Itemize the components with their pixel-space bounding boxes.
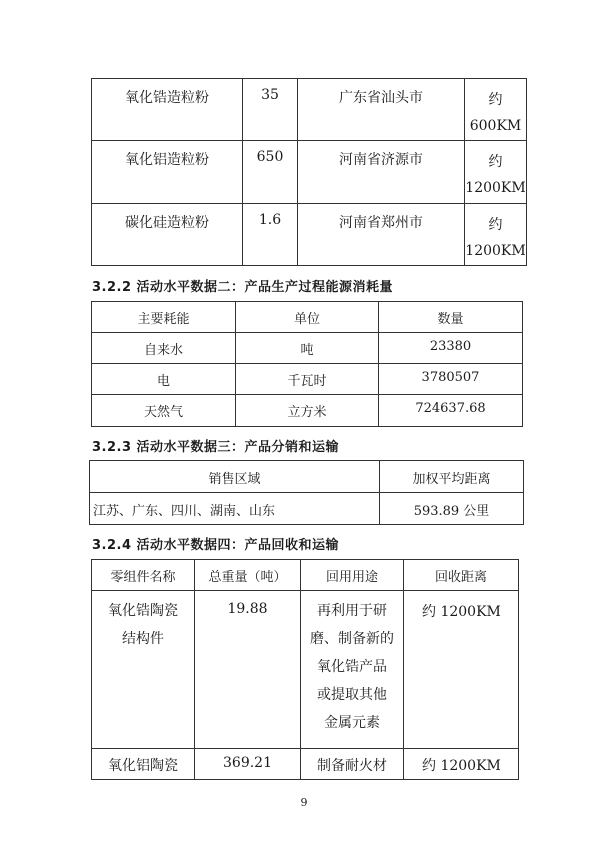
- column-header: 加权平均距离: [380, 461, 524, 493]
- material-distance: 约 1200KM: [465, 204, 527, 266]
- page-number: 9: [300, 796, 308, 809]
- energy-table: [91, 301, 523, 427]
- column-header: 销售区域: [90, 461, 380, 493]
- table-row: [92, 591, 519, 749]
- component-name: 氧化锆陶瓷 结构件: [92, 591, 195, 749]
- material-name: 碳化硅造粒粉: [92, 204, 243, 266]
- energy-amount: 724637.68: [379, 395, 523, 427]
- column-header: 主要耗能: [92, 302, 236, 333]
- recycle-use: 制备耐火材: [301, 749, 404, 780]
- energy-type: 电: [92, 364, 236, 395]
- section-heading: 3.2.2 活动水平数据二：产品生产过程能源消耗量: [92, 280, 394, 295]
- energy-type: 自来水: [92, 333, 236, 364]
- table-row: [90, 493, 524, 525]
- recycle-distance: 约 1200KM: [404, 749, 519, 780]
- material-origin: 河南省郑州市: [298, 204, 465, 266]
- component-name: 氧化铝陶瓷: [92, 749, 195, 780]
- raw-material-table: [91, 78, 527, 266]
- material-qty: 35: [243, 79, 298, 141]
- table-header-row: [92, 302, 523, 333]
- material-distance: 约 1200KM: [465, 141, 527, 204]
- column-header: 回用用途: [301, 560, 404, 591]
- component-weight: 369.21: [195, 749, 301, 780]
- table-row: [92, 364, 523, 395]
- energy-unit: 千瓦时: [236, 364, 379, 395]
- table-row: [92, 204, 527, 266]
- table-header-row: [90, 461, 524, 493]
- section-heading: 3.2.3 活动水平数据三：产品分销和运输: [92, 440, 340, 455]
- energy-amount: 23380: [379, 333, 523, 364]
- material-name: 氧化铝造粒粉: [92, 141, 243, 204]
- column-header: 数量: [379, 302, 523, 333]
- weighted-distance: 593.89 公里: [380, 493, 524, 525]
- table-row: [92, 333, 523, 364]
- table-row: [92, 141, 527, 204]
- column-header: 单位: [236, 302, 379, 333]
- material-distance: 约 600KM: [465, 79, 527, 141]
- table-row: [92, 749, 519, 780]
- table-row: [92, 79, 527, 141]
- column-header: 零组件名称: [92, 560, 195, 591]
- table-header-row: [92, 560, 519, 591]
- component-weight: 19.88: [195, 591, 301, 749]
- column-header: 回收距离: [404, 560, 519, 591]
- distribution-table: [89, 460, 524, 525]
- energy-amount: 3780507: [379, 364, 523, 395]
- energy-unit: 立方米: [236, 395, 379, 427]
- section-heading: 3.2.4 活动水平数据四：产品回收和运输: [92, 538, 340, 553]
- recycling-table: [91, 559, 519, 780]
- energy-type: 天然气: [92, 395, 236, 427]
- table-row: [92, 395, 523, 427]
- energy-unit: 吨: [236, 333, 379, 364]
- material-qty: 1.6: [243, 204, 298, 266]
- recycle-distance: 约 1200KM: [404, 591, 519, 749]
- material-name: 氧化锆造粒粉: [92, 79, 243, 141]
- recycle-use: 再利用于研 磨、制备新的 氧化锆产品 或提取其他 金属元素: [301, 591, 404, 749]
- column-header: 总重量（吨）: [195, 560, 301, 591]
- material-origin: 广东省汕头市: [298, 79, 465, 141]
- material-origin: 河南省济源市: [298, 141, 465, 204]
- sales-regions: 江苏、广东、四川、湖南、山东: [90, 493, 380, 525]
- material-qty: 650: [243, 141, 298, 204]
